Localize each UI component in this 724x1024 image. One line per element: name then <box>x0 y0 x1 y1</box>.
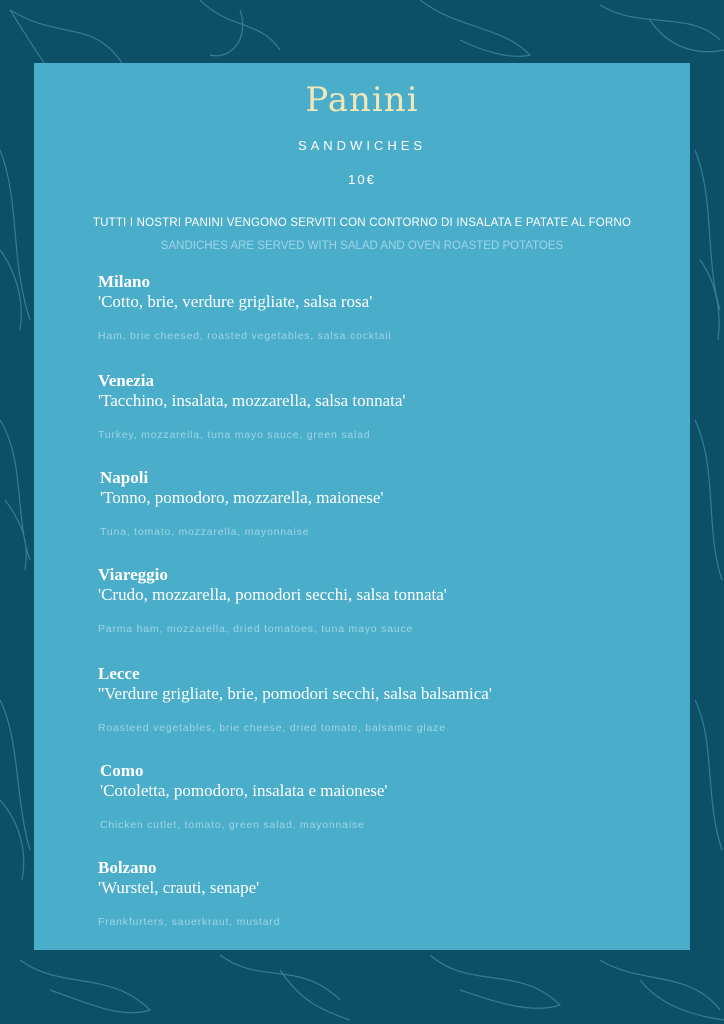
item-description-italian: ''Verdure grigliate, brie, pomodori secchi, salsa balsamica' <box>98 684 492 703</box>
item-name: Como <box>100 761 144 780</box>
item-description-italian: 'Tonno, pomodoro, mozzarella, maionese' <box>100 488 384 507</box>
item-description-english: Frankfurters, sauerkraut, mustard <box>98 916 281 928</box>
menu-title: Panini <box>305 80 419 120</box>
item-name: Napoli <box>100 468 149 487</box>
item-description-italian: 'Cotto, brie, verdure grigliate, salsa rosa' <box>98 292 373 311</box>
item-description-english: Parma ham, mozzarella, dried tomatoes, tuna mayo sauce <box>98 623 414 635</box>
menu-item <box>98 272 658 342</box>
item-name: Viareggio <box>98 565 168 584</box>
menu-subtitle: SANDWICHES <box>297 138 427 153</box>
menu-item <box>98 858 658 928</box>
item-name: Venezia <box>98 371 155 390</box>
item-description-english: Ham, brie cheesed, roasted vegetables, salsa cocktail <box>98 330 392 342</box>
menu-price: 10€ <box>348 172 376 187</box>
note-english: SANDICHES ARE SERVED WITH SALAD AND OVEN ROASTED POTATOES <box>160 240 564 252</box>
item-description-english: Tuna, tomato, mozzarella, mayonnaise <box>100 526 310 538</box>
item-description-italian: 'Tacchino, insalata, mozzarella, salsa tonnata' <box>98 391 406 410</box>
item-description-italian: 'Cotoletta, pomodoro, insalata e maionese' <box>100 781 388 800</box>
note-italian: TUTTI I NOSTRI PANINI VENGONO SERVITI CON CONTORNO DI INSALATA E PATATE AL FORNO <box>92 217 632 229</box>
item-description-english: Chicken cutlet, tomato, green salad, mayonnaise <box>100 819 365 831</box>
item-description-english: Turkey, mozzarella, tuna mayo sauce, green salad <box>98 429 371 441</box>
item-description-italian: 'Crudo, mozzarella, pomodori secchi, salsa tonnata' <box>98 585 447 604</box>
menu-item <box>98 371 658 441</box>
item-description-italian: 'Wurstel, crauti, senape' <box>98 878 260 897</box>
item-name: Milano <box>98 272 150 291</box>
item-description-english: Roasteed vegetables, brie cheese, dried tomato, balsamic glaze <box>98 722 446 734</box>
item-name: Bolzano <box>98 858 157 877</box>
menu-item <box>100 761 660 831</box>
item-name: Lecce <box>98 664 140 683</box>
menu-item <box>98 565 658 635</box>
menu-item <box>98 664 658 734</box>
menu-item <box>100 468 660 538</box>
